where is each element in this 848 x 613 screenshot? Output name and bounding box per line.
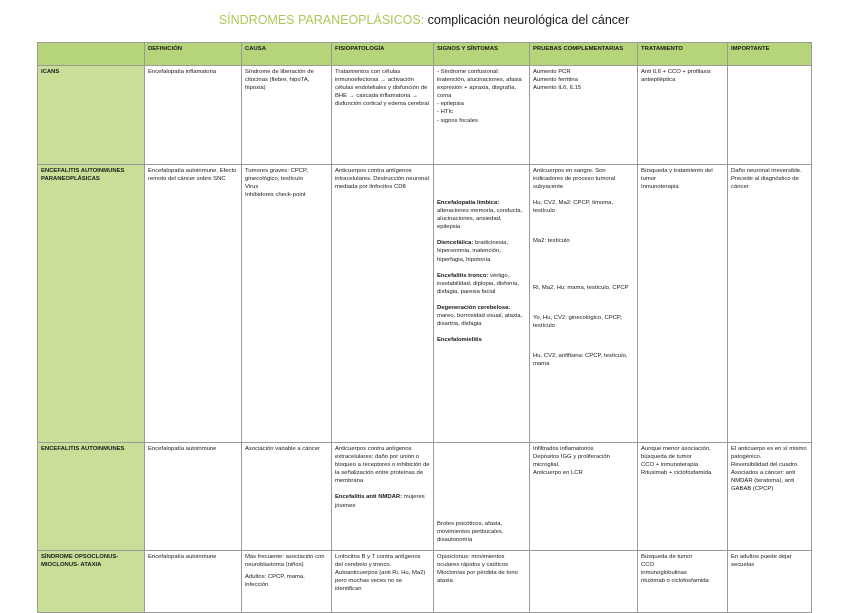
header-importante: IMPORTANTE [728,43,812,66]
cell-fisiopatologia: Tratamientos con células inmunoefectoras → activación células endoteliales y disfunción de BHE → cascada inflamatoria → disfunción cortical y edema cerebral [332,66,434,165]
text-line: Encefalitis anti NMDAR: mujeres jóvenes [335,494,425,509]
cell-causa: Asociación variable a cáncer [242,443,332,551]
table-row [38,551,812,613]
cell-definicion: Encefalopatía autoinmune [145,551,242,613]
cell-signos [434,443,530,551]
text-line: Asociados a cáncer: anti NMDAR (teratoma), anti GABAB (CPCP) [731,470,796,493]
text-line: Búsqueda de tumor [641,554,693,560]
cell-pruebas [530,551,638,613]
text-line: Aumento ferritina [533,77,578,84]
cell-signos [434,66,530,165]
row-label: ENCEFALITIS AUTOINMUNES [38,443,145,551]
cell-fisiopatologia [332,443,434,551]
text-line: Yo, Hu, CV2: ginecológico, CPCP, testículo [533,314,622,329]
text-line: Hu, CV2, Ma2: CPCP, timoma, testículo [533,200,614,215]
signo-block: Degeneración cerebelosa: mareo, borrosidad visual, ataxia, disartria, disfagia [437,304,523,328]
cell-fisiopatologia: Linfocitos B y T contra antígenos del cerebelo y tronco. Autoanticuerpos (anti Ri, Hu, Ma2) pero muchas veces no se identifican [332,551,434,613]
cell-tratamiento [638,551,728,613]
title-rest: complicación neurológica del cáncer [424,13,630,27]
row-label: SÍNDROME OPSOCLONUS-MIOCLONUS- ATAXIA [38,551,145,613]
text-line: Más frecuente: asociación con neuroblastoma (niños) [245,554,325,569]
cell-tratamiento [638,165,728,443]
text-line: Hu, CV2, anfifisina: CPCP, testículo, mama [533,352,628,367]
text-line: Anticuerpos en sangre. Son indicadores de proceso tumoral subyacente [533,168,616,191]
row-label: ENCEFALITIS AUTOINMUNES PARANEOPLÁSICAS [38,165,145,443]
text-line: Anticuerpos contra antígenos extracelulares: daño por unión o bloqueo a receptores o inhibición de la señalización entre proteínas de membrana [335,446,430,485]
text-line: - Síndrome confusional: inatención, alucinaciones, afasia expresión + apraxia, disgrafía, coma [437,69,522,100]
header-tratamiento: TRATAMIENTO [638,43,728,66]
signo-block: Encefalitis tronco: vértigo, inestabilidad, diplopia, disfonía, disfagia, paresia facial [437,272,519,295]
text-line: - epilepsia [437,101,464,108]
cell-pruebas [530,443,638,551]
cell-definicion: Encefalopatía autoinmune. Efecto remoto del cáncer sobre SNC [145,165,242,443]
text-line: Reversibilidad del cuadro. [731,462,799,469]
cell-definicion: Encefalopatía autoinmune [145,443,242,551]
row-label: ICANS [38,66,145,165]
cell-causa [242,551,332,613]
text-line: Adultos: CPCP, mama, infección [245,574,305,589]
text-line: rituximab o ciclofosfamida [641,578,709,585]
cell-importante [728,443,812,551]
syndromes-table [37,42,812,613]
cell-signos [434,165,530,443]
header-pruebas: PRUEBAS COMPLEMENTARIAS [530,43,638,66]
text-line: Búsqueda y tratamiento del tumor [641,168,713,183]
text-line: CCO [641,562,655,569]
header-row [38,43,812,66]
text-line: Ma2: testículo [533,238,570,245]
header-definicion: DEFINICIÓN [145,43,242,66]
text-line: Brotes psicóticos, afasia, movimientos peribucales, disautonomía [437,520,504,543]
text-line: - HTIc [437,109,454,116]
cell-tratamiento [638,443,728,551]
table-row [38,66,812,165]
signo-block: Diencefálica: bradicinesia, hipersomnia, inatención, hiperfagia, hipotonía [437,240,509,263]
text-line: Aunque menor asociación, búsqueda de tumor [641,446,711,461]
text-line: CCO + inmunoterapia [641,462,699,469]
text-line: Aumento PCR [533,69,571,75]
text-line: Inmunoterapia [641,184,679,191]
cell-pruebas [530,165,638,443]
cell-tratamiento: Anti IL6 + CCO + profilaxis antiepiléptica [638,66,728,165]
header-cell [38,43,145,66]
cell-signos [434,551,530,613]
text-line: El anticuerpo es en sí mismo patogénico. [731,446,807,461]
text-line: Ri, Ma2, Hu: mama, testículo, CPCP [533,284,629,291]
cell-fisiopatologia: Anticuerpos contra antígenos intracelulares. Destrucción neuronal mediada por linfocitos CD8 [332,165,434,443]
cell-importante [728,66,812,165]
signo-block: Encefalomielitis [437,337,482,344]
title-highlight: SÍNDROMES PARANEOPLÁSICOS: [218,13,425,27]
text-line: Infiltrados inflamatorios [533,446,594,452]
cell-causa: Síndrome de liberación de citocinas (fiebre, hipoTA, hipoxia) [242,66,332,165]
table-row [38,443,812,551]
text-line: Virus [245,184,259,191]
page-title [0,13,848,27]
header-signos: SIGNOS Y SÍNTOMAS [434,43,530,66]
text-line: inmunoglobulinas [641,570,687,577]
text-line: Mioclonías por pérdida de tono [437,570,518,577]
header-causa: CAUSA [242,43,332,66]
text-line: Anticuerpo en LCR [533,470,583,477]
text-line: - signos focales [437,117,478,124]
text-line: Opsoclonus: movimientos oculares rápidos y caóticos [437,554,509,569]
table-row [38,165,812,443]
text-line: Tumores graves: CPCP, ginecológico, testículo [245,168,308,183]
signo-block: Encefalopatía límbica: alteraciones memoria, conducta, alucinaciones, ansiedad, epilepsia [437,200,523,231]
header-fisiopatologia: FISIOPATOLOGÍA [332,43,434,66]
text-line: Rituximab + ciclofosfamida [641,470,712,477]
text-line: Aumento IL6, IL15 [533,85,582,92]
cell-pruebas [530,66,638,165]
cell-definicion: Encefalopatía inflamatoria [145,66,242,165]
cell-importante: Daño neuronal irreversible. Precede al diagnóstico de cáncer [728,165,812,443]
cell-causa [242,165,332,443]
text-line: ataxia [437,578,453,585]
text-line: Depósitos IGG y proliferación microglial. [533,454,610,469]
text-line: Inhibidores check-point [245,192,306,199]
cell-importante: En adultos puede dejar secuelas [728,551,812,613]
